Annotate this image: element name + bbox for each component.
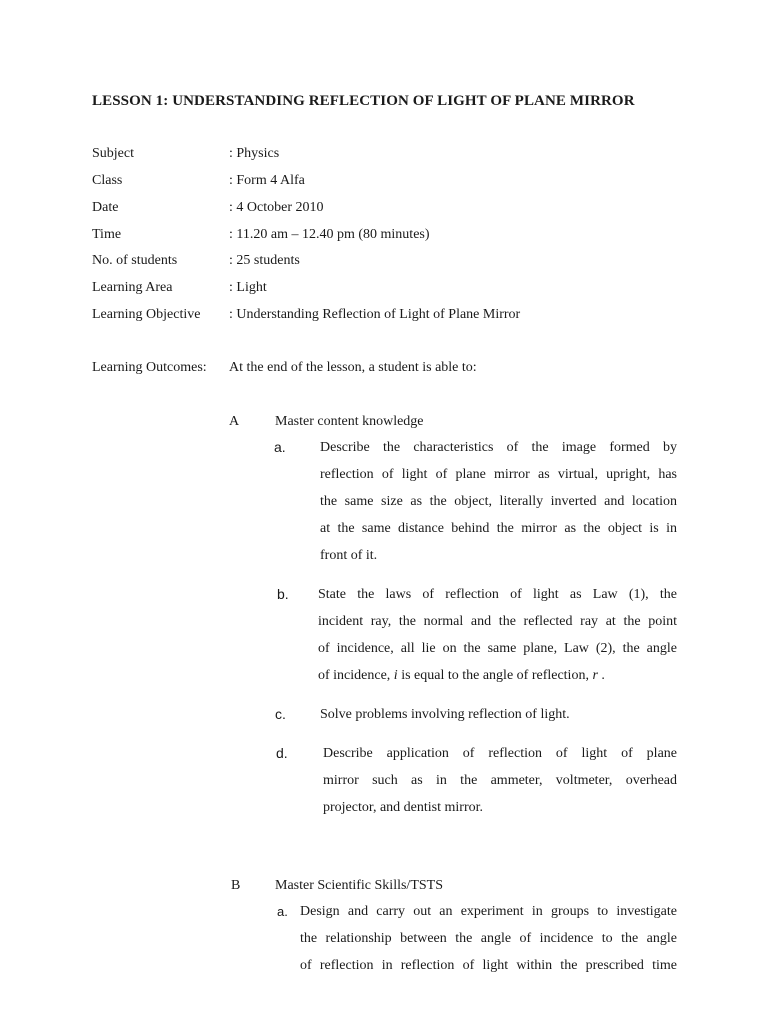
info-value: : Form 4 Alfa bbox=[229, 173, 305, 188]
item-line: the relationship between the angle of incidence to the angle bbox=[300, 931, 677, 946]
info-row-time bbox=[0, 221, 768, 248]
list-item: Solve problems involving reflection of light. bbox=[320, 707, 570, 722]
section-a-letter: A bbox=[229, 414, 240, 429]
info-label: Time bbox=[92, 227, 122, 242]
info-value: : Understanding Reflection of Light of Plane Mirror bbox=[229, 307, 521, 322]
info-row-students bbox=[0, 247, 768, 274]
item-line: reflection of light of plane mirror as virtual, upright, has bbox=[320, 467, 677, 482]
info-label: Date bbox=[92, 200, 119, 215]
info-label: Learning Objective bbox=[92, 307, 201, 322]
info-row-date bbox=[0, 194, 768, 221]
item-marker: a. bbox=[277, 904, 288, 919]
item-marker: a. bbox=[274, 439, 286, 455]
info-row-learning-area bbox=[0, 274, 768, 301]
list-item bbox=[323, 740, 677, 821]
item-line bbox=[318, 662, 677, 689]
info-row-class bbox=[0, 167, 768, 194]
info-value: : 11.20 am – 12.40 pm (80 minutes) bbox=[229, 227, 430, 242]
item-marker: b. bbox=[277, 586, 289, 602]
info-value: : 4 October 2010 bbox=[229, 200, 324, 215]
info-value: : 25 students bbox=[229, 253, 300, 268]
item-line: of incidence, all lie on the same plane, Law (2), the angle bbox=[318, 641, 677, 656]
item-line: mirror such as in the ammeter, voltmeter, overhead bbox=[323, 773, 677, 788]
item-line: incident ray, the normal and the reflected ray at the point bbox=[318, 614, 677, 629]
outcomes-label: Learning Outcomes: bbox=[92, 360, 207, 375]
variable-i: i bbox=[393, 668, 398, 683]
variable-r: r bbox=[592, 668, 598, 683]
section-a-heading: Master content knowledge bbox=[275, 414, 424, 429]
info-row-learning-objective bbox=[0, 301, 768, 328]
outcomes-intro: At the end of the lesson, a student is able to: bbox=[229, 360, 477, 375]
item-line: at the same distance behind the mirror as the object is in bbox=[320, 521, 677, 536]
list-item bbox=[318, 581, 677, 689]
info-label: Subject bbox=[92, 146, 134, 161]
section-b-letter: B bbox=[231, 878, 241, 893]
item-line: the same size as the object, literally inverted and location bbox=[320, 494, 677, 509]
info-label: Learning Area bbox=[92, 280, 173, 295]
item-marker: d. bbox=[276, 745, 288, 761]
item-marker: c. bbox=[275, 706, 286, 722]
item-line: Design and carry out an experiment in groups to investigate bbox=[300, 904, 677, 919]
info-label: Class bbox=[92, 173, 123, 188]
info-value: : Physics bbox=[229, 146, 280, 161]
item-text: . bbox=[597, 668, 605, 683]
item-line: projector, and dentist mirror. bbox=[323, 800, 484, 815]
item-line: of reflection in reflection of light within the prescribed time bbox=[300, 958, 677, 973]
item-text: is equal to the angle of reflection, bbox=[397, 668, 593, 683]
info-label: No. of students bbox=[92, 253, 178, 268]
list-item bbox=[320, 434, 677, 569]
item-line: front of it. bbox=[320, 548, 378, 563]
learning-outcomes-row bbox=[0, 354, 768, 381]
item-line: Describe application of reflection of light of plane bbox=[323, 746, 677, 761]
list-item bbox=[300, 898, 677, 979]
item-text: of incidence, bbox=[318, 668, 394, 683]
page-title: LESSON 1: UNDERSTANDING REFLECTION OF LIGHT OF PLANE MIRROR bbox=[92, 93, 635, 109]
item-line: Describe the characteristics of the image formed by bbox=[320, 440, 677, 455]
item-line: State the laws of reflection of light as Law (1), the bbox=[318, 587, 677, 602]
section-b-heading: Master Scientific Skills/TSTS bbox=[275, 878, 443, 893]
info-value: : Light bbox=[229, 280, 267, 295]
info-row-subject bbox=[0, 140, 768, 167]
